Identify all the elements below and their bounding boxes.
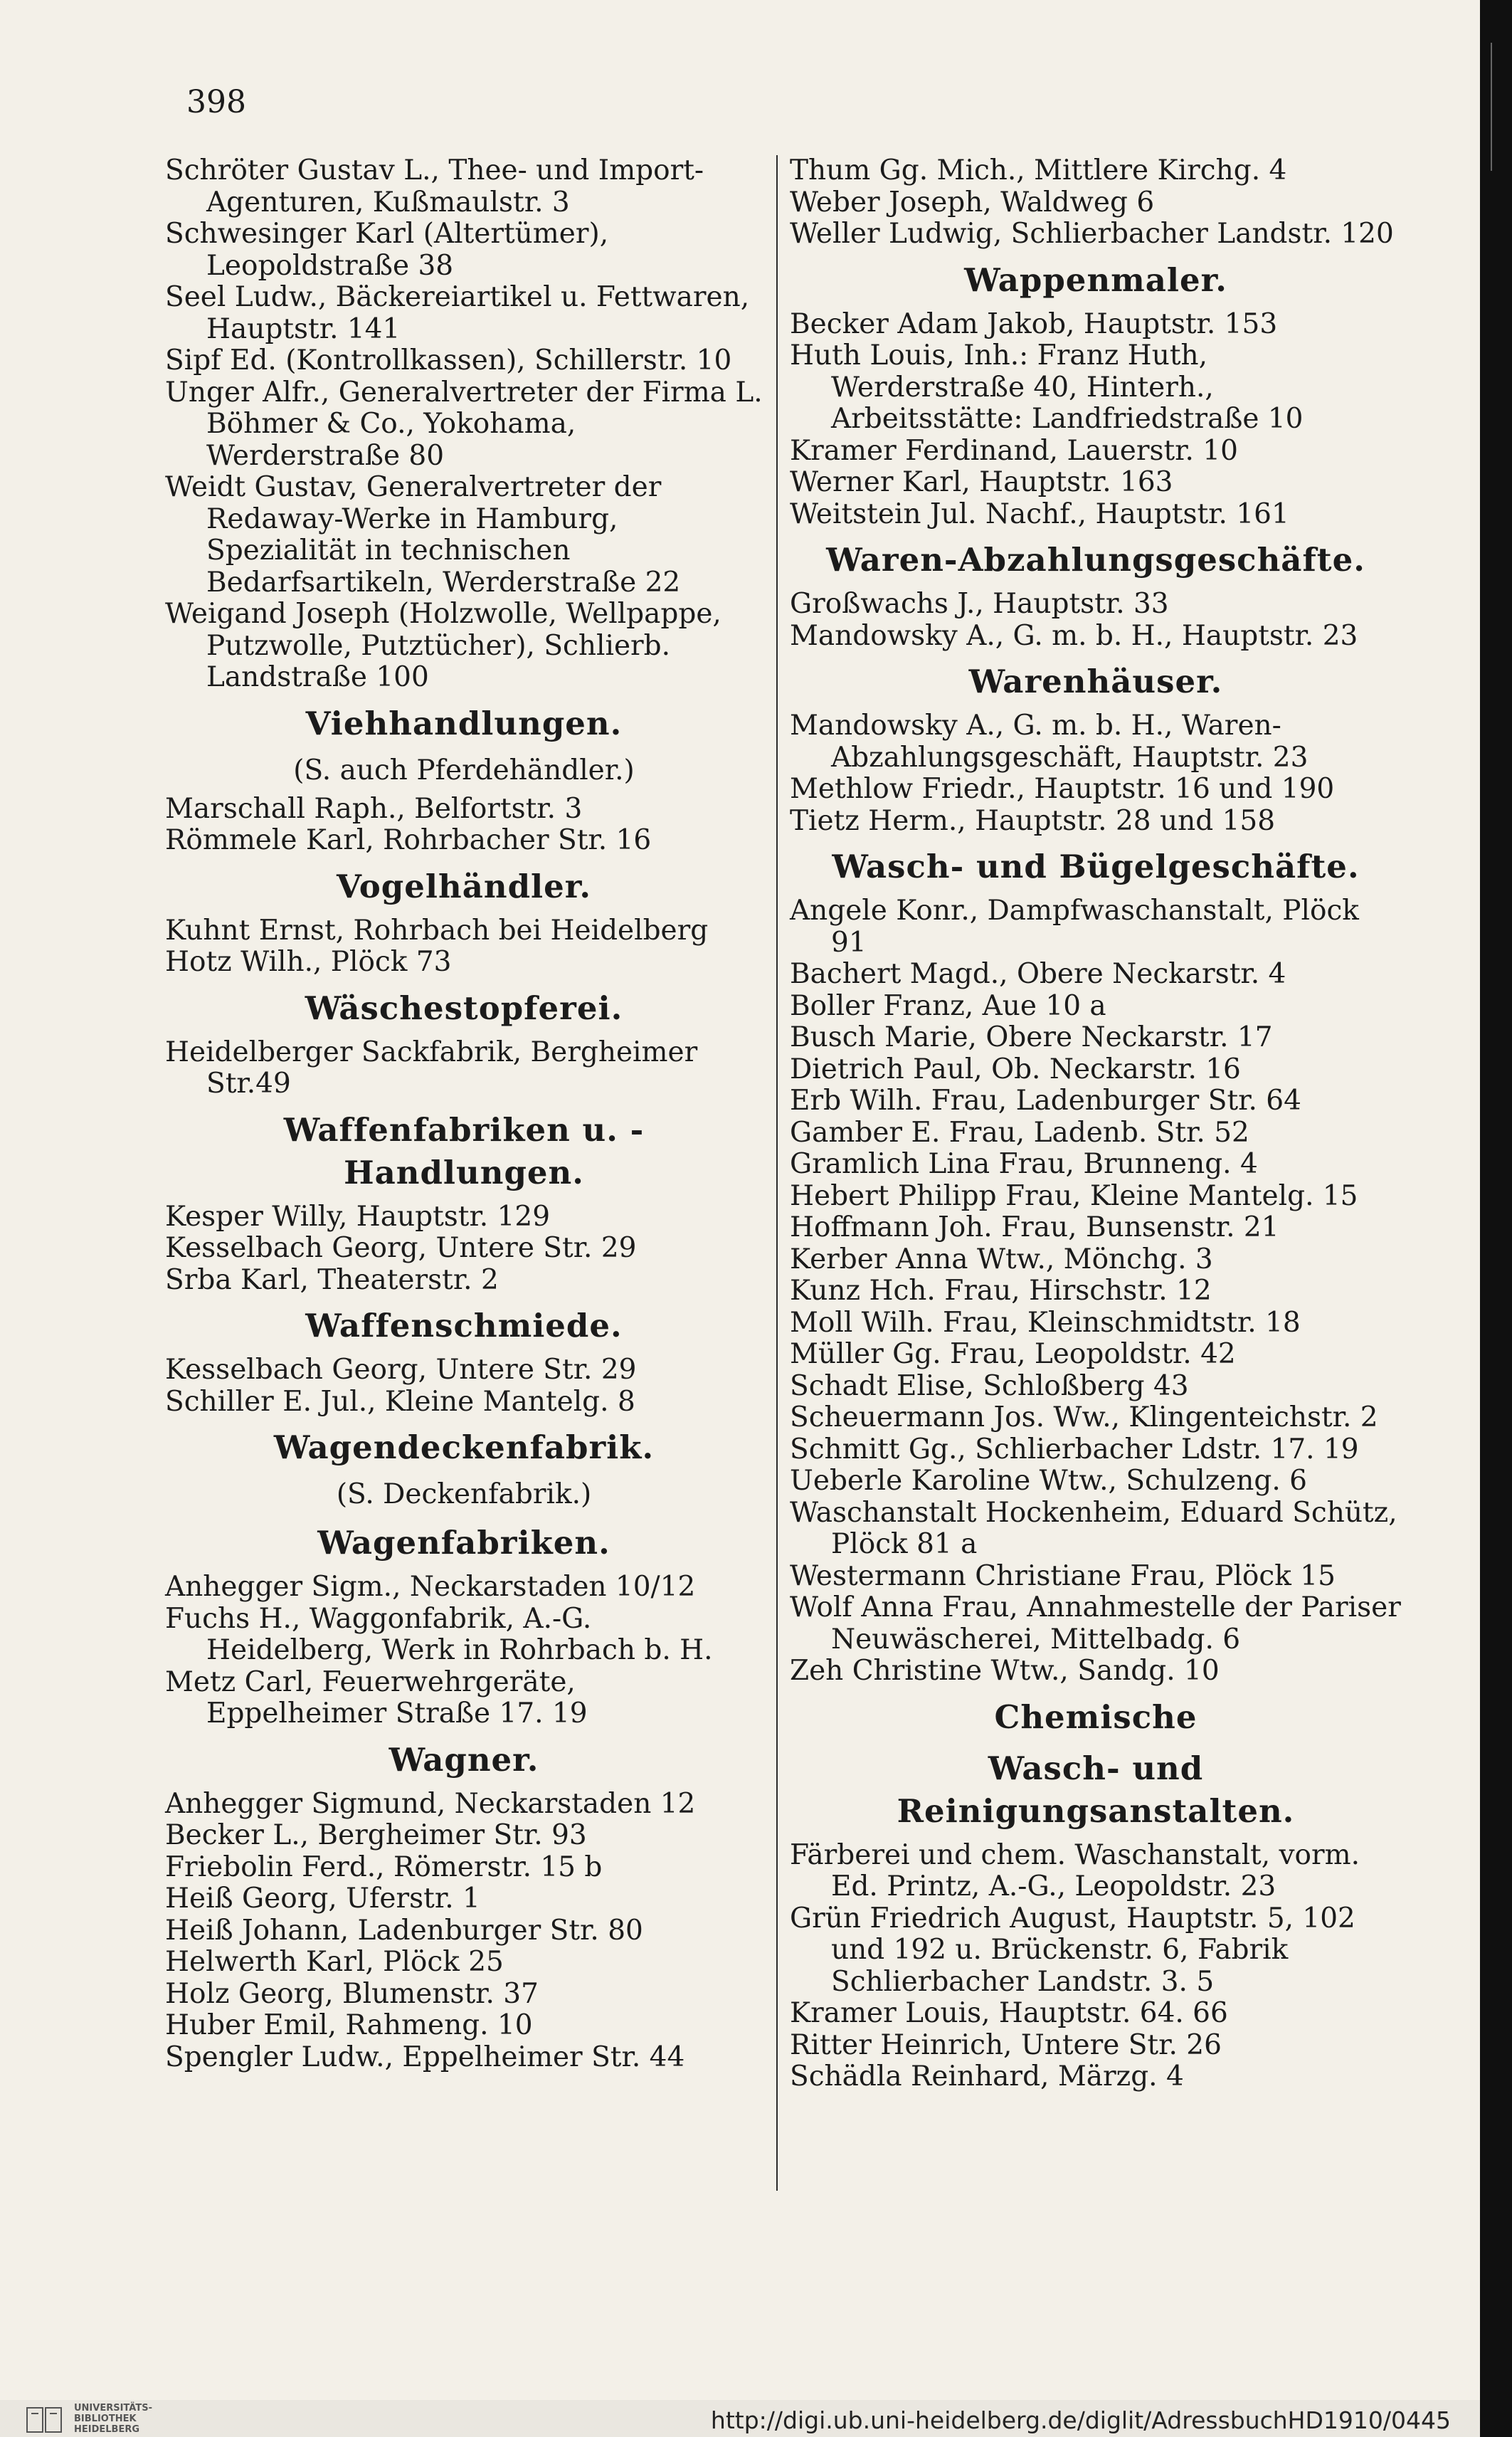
section-heading: Wasch- und Reinigungsanstalten. <box>897 1749 1295 1830</box>
section-heading: Waren-Abzahlungsgeschäfte. <box>826 541 1365 579</box>
scan-edge <box>1480 0 1512 2437</box>
section-heading: Waffenschmiede. <box>305 1307 623 1344</box>
section-heading: Chemische <box>994 1698 1198 1736</box>
directory-entry: Ueberle Karoline Wtw., Schulzeng. 6 <box>790 1465 1307 1497</box>
section-note: (S. auch Pferdehändler.) <box>293 754 635 786</box>
directory-entry: Scheuermann Jos. Ww., Klingenteichstr. 2 <box>790 1401 1378 1433</box>
directory-entry: Spengler Ludw., Eppelheimer Str. 44 <box>165 2041 685 2073</box>
directory-entry: Hoffmann Joh. Frau, Bunsenstr. 21 <box>790 1211 1279 1243</box>
directory-entry: Zeh Christine Wtw., Sandg. 10 <box>790 1655 1220 1687</box>
directory-entry: Gramlich Lina Frau, Brunneng. 4 <box>790 1148 1258 1180</box>
directory-entry: Kunz Hch. Frau, Hirschstr. 12 <box>790 1275 1212 1307</box>
directory-entry: Bachert Magd., Obere Neckarstr. 4 <box>790 958 1286 990</box>
library-logo-text <box>74 2403 152 2435</box>
directory-entry: Weitstein Jul. Nachf., Hauptstr. 161 <box>790 498 1289 530</box>
directory-entry: Tietz Herm., Hauptstr. 28 und 158 <box>790 804 1276 837</box>
library-logo-icon <box>26 2406 64 2433</box>
directory-entry: Anhegger Sigmund, Neckarstaden 12 <box>165 1787 696 1820</box>
page-number: 398 <box>186 84 246 120</box>
directory-entry: Thum Gg. Mich., Mittlere Kirchg. 4 <box>790 154 1287 186</box>
directory-entry: Kuhnt Ernst, Rohrbach bei Heidelberg <box>165 914 709 947</box>
directory-entry: Sipf Ed. (Kontrollkassen), Schillerstr. 10 <box>165 344 732 377</box>
directory-entry: Heiß Georg, Uferstr. 1 <box>165 1883 480 1915</box>
directory-entry: Kesselbach Georg, Untere Str. 29 <box>165 1232 637 1264</box>
directory-entry: Heiß Johann, Ladenburger Str. 80 <box>165 1914 643 1947</box>
directory-entry: Kesselbach Georg, Untere Str. 29 <box>165 1354 637 1386</box>
directory-entry: Färberei und chem. Waschanstalt, vorm. Ed. Printz, A.-G., Leopoldstr. 23 <box>790 1838 1360 1902</box>
directory-entry: Schiller E. Jul., Kleine Mantelg. 8 <box>165 1385 635 1418</box>
directory-entry: Kerber Anna Wtw., Mönchg. 3 <box>790 1243 1213 1275</box>
directory-entry: Heidelberger Sackfabrik, Bergheimer Str.49 <box>165 1036 698 1100</box>
directory-entry: Becker Adam Jakob, Hauptstr. 153 <box>790 307 1278 340</box>
directory-entry: Schröter Gustav L., Thee- und Import-Agenturen, Kußmaulstr. 3 <box>165 154 704 219</box>
directory-entry: Huber Emil, Rahmeng. 10 <box>165 2009 533 2041</box>
section-heading: Viehhandlungen. <box>305 704 623 742</box>
directory-entry: Schadt Elise, Schloßberg 43 <box>790 1369 1189 1402</box>
directory-entry: Seel Ludw., Bäckereiartikel u. Fettwaren, Hauptstr. 141 <box>165 281 750 345</box>
directory-entry: Boller Franz, Aue 10 a <box>790 989 1106 1022</box>
directory-entry: Mandowsky A., G. m. b. H., Waren-Abzahlungsgeschäft, Hauptstr. 23 <box>790 710 1309 774</box>
directory-entry: Grün Friedrich August, Hauptstr. 5, 102 und 192 u. Brückenstr. 6, Fabrik Schlierbacher Landstr. 3. 5 <box>790 1902 1355 1998</box>
directory-entry: Erb Wilh. Frau, Ladenburger Str. 64 <box>790 1085 1301 1117</box>
left-column <box>165 155 763 2073</box>
directory-entry: Schmitt Gg., Schlierbacher Ldstr. 17. 19 <box>790 1433 1359 1465</box>
directory-entry: Metz Carl, Feuerwehrgeräte, Eppelheimer Straße 17. 19 <box>165 1665 588 1730</box>
directory-entry: Hotz Wilh., Plöck 73 <box>165 946 452 978</box>
section-heading: Waffenfabriken u. -Handlungen. <box>283 1110 645 1191</box>
directory-entry: Großwachs J., Hauptstr. 33 <box>790 588 1169 620</box>
directory-entry: Weigand Joseph (Holzwolle, Wellpappe, Putzwolle, Putztücher), Schlierb. Landstraße 100 <box>165 598 721 693</box>
directory-entry: Schädla Reinhard, Märzg. 4 <box>790 2060 1184 2093</box>
directory-entry: Unger Alfr., Generalvertreter der Firma L. Böhmer & Co., Yokohama, Werderstraße 80 <box>165 376 763 472</box>
directory-entry: Ritter Heinrich, Untere Str. 26 <box>790 2028 1222 2061</box>
directory-entry: Mandowsky A., G. m. b. H., Hauptstr. 23 <box>790 619 1358 652</box>
directory-entry: Becker L., Bergheimer Str. 93 <box>165 1819 587 1851</box>
logo-line: UNIVERSITÄTS- <box>74 2403 152 2414</box>
section-heading: Vogelhändler. <box>336 867 591 905</box>
directory-entry: Hebert Philipp Frau, Kleine Mantelg. 15 <box>790 1179 1358 1212</box>
directory-entry: Dietrich Paul, Ob. Neckarstr. 16 <box>790 1053 1241 1085</box>
directory-entry: Srba Karl, Theaterstr. 2 <box>165 1263 499 1296</box>
directory-entry: Müller Gg. Frau, Leopoldstr. 42 <box>790 1338 1236 1370</box>
directory-entry: Wolf Anna Frau, Annahmestelle der Pariser Neuwäscherei, Mittelbadg. 6 <box>790 1591 1401 1656</box>
directory-entry: Marschall Raph., Belfortstr. 3 <box>165 792 583 825</box>
directory-entry: Waschanstalt Hockenheim, Eduard Schütz, Plöck 81 a <box>790 1496 1397 1560</box>
directory-entry: Angele Konr., Dampfwaschanstalt, Plöck 91 <box>790 895 1359 959</box>
section-heading: Wagenfabriken. <box>317 1524 610 1562</box>
directory-entry: Weber Joseph, Waldweg 6 <box>790 186 1155 219</box>
directory-entry: Moll Wilh. Frau, Kleinschmidtstr. 18 <box>790 1306 1301 1339</box>
directory-entry: Römmele Karl, Rohrbacher Str. 16 <box>165 824 652 856</box>
directory-entry: Fuchs H., Waggonfabrik, A.-G. Heidelberg, Werk in Rohrbach b. H. <box>165 1602 713 1666</box>
directory-entry: Kramer Louis, Hauptstr. 64. 66 <box>790 1997 1228 2029</box>
directory-entry: Westermann Christiane Frau, Plöck 15 <box>790 1559 1336 1592</box>
directory-entry: Weidt Gustav, Generalvertreter der Redaway-Werke in Hamburg, Spezialität in technischen Bedarfsartikeln, Werderstraße 22 <box>165 471 681 599</box>
logo-line: HEIDELBERG <box>74 2424 140 2435</box>
section-heading: Wagendeckenfabrik. <box>273 1428 655 1466</box>
directory-entry: Helwerth Karl, Plöck 25 <box>165 1946 504 1978</box>
directory-entry: Busch Marie, Obere Neckarstr. 17 <box>790 1021 1273 1053</box>
section-heading: Warenhäuser. <box>968 663 1223 700</box>
section-note: (S. Deckenfabrik.) <box>336 1478 592 1510</box>
source-url-link[interactable]: http://digi.ub.uni-heidelberg.de/diglit/AdressbuchHD1910/0445 <box>710 2406 1451 2434</box>
directory-entry: Schwesinger Karl (Altertümer), Leopoldstraße 38 <box>165 218 609 282</box>
directory-entry: Kesper Willy, Hauptstr. 129 <box>165 1200 551 1233</box>
directory-entry: Gamber E. Frau, Ladenb. Str. 52 <box>790 1116 1249 1149</box>
directory-entry: Methlow Friedr., Hauptstr. 16 und 190 <box>790 773 1335 805</box>
section-heading: Wagner. <box>388 1740 539 1779</box>
logo-line: BIBLIOTHEK <box>74 2414 137 2424</box>
right-column <box>790 155 1402 2093</box>
section-heading: Wappenmaler. <box>964 260 1227 299</box>
directory-entry: Weller Ludwig, Schlierbacher Landstr. 120 <box>790 218 1394 250</box>
directory-entry: Anhegger Sigm., Neckarstaden 10/12 <box>165 1571 696 1603</box>
section-heading: Wäschestopferei. <box>305 989 623 1027</box>
section-heading: Wasch- und Bügelgeschäfte. <box>832 848 1360 885</box>
directory-entry: Holz Georg, Blumenstr. 37 <box>165 1977 539 2010</box>
column-divider <box>776 155 778 2191</box>
directory-entry: Werner Karl, Hauptstr. 163 <box>790 466 1173 498</box>
directory-entry: Huth Louis, Inh.: Franz Huth, Werderstraße 40, Hinterh., Arbeitsstätte: Landfriedstraße 10 <box>790 340 1304 435</box>
directory-entry: Kramer Ferdinand, Lauerstr. 10 <box>790 434 1238 467</box>
directory-entry: Friebolin Ferd., Römerstr. 15 b <box>165 1851 603 1883</box>
